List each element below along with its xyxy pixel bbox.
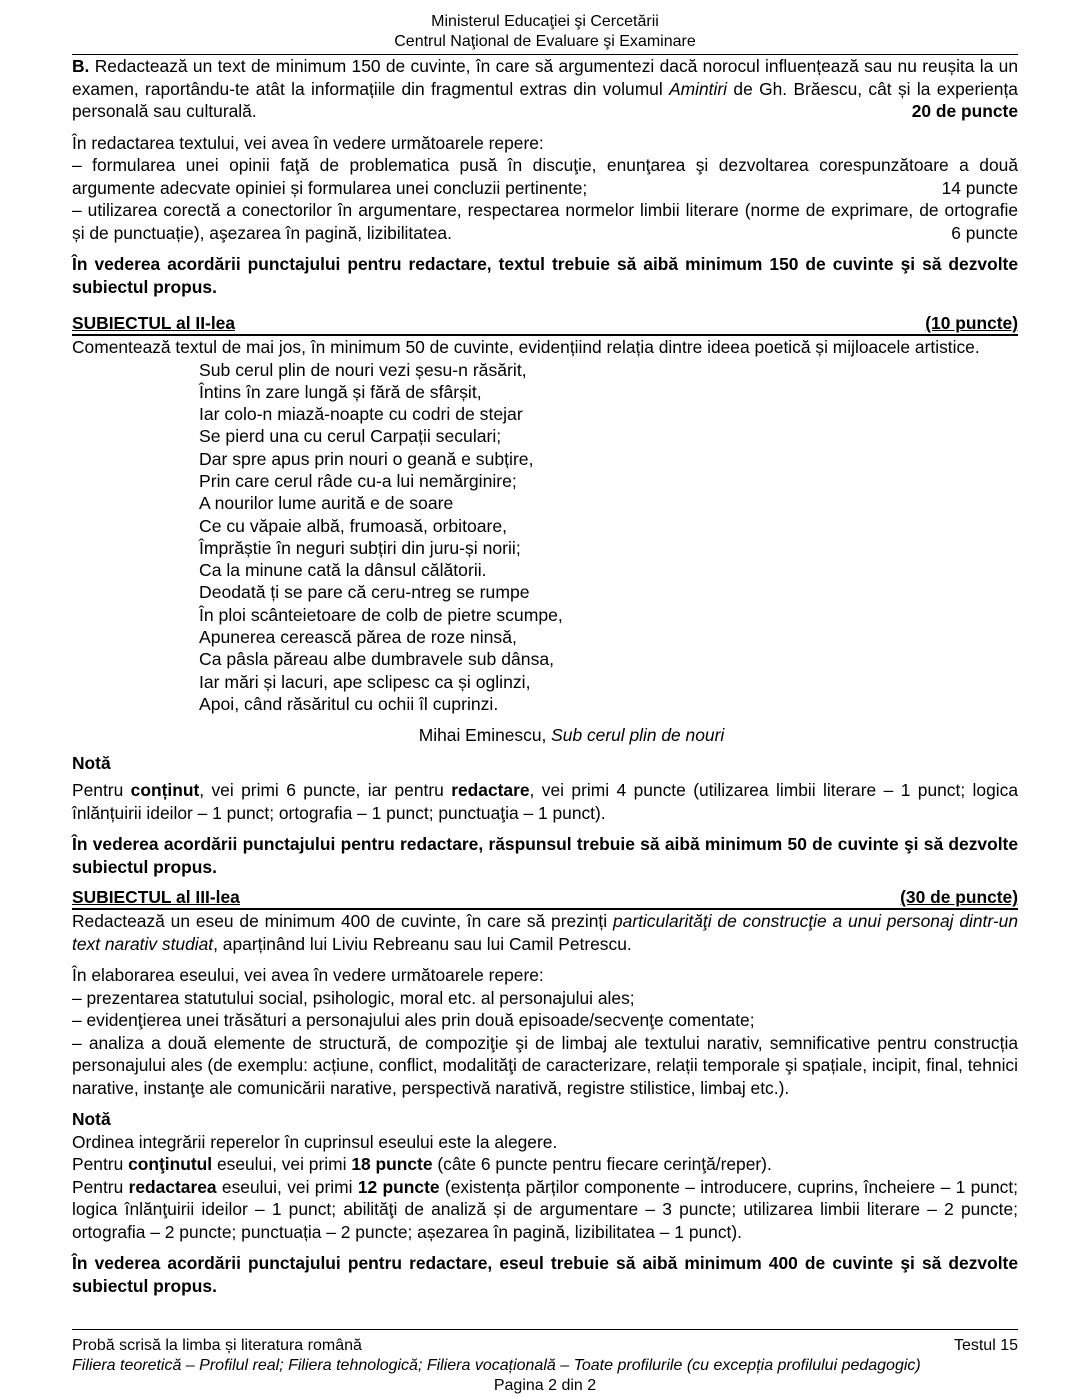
poem-line: Întins în zare lungă și fără de sfârșit, [199,381,482,402]
subject-3-item: – analiza a două elemente de structură, de compoziţie şi de limbaj ale textului narativ, semnificative pentru construcția personajului ales (de exemplu: acțiune, conflict, modalităţi de caracterizare, relații temporale şi spațiale, incipit, final, tehnici narative, instanţe ale comunicării narative, perspectivă narativă, registre stilistice, limbaj etc.). [72,1032,1018,1098]
poem [72,359,1018,716]
header-ministry: Ministerul Educaţiei şi Cercetării [431,13,659,30]
subject-3-note-label: Notă [72,1109,111,1130]
poem-attribution [72,724,1018,747]
page-header [72,0,1018,52]
section-b-item-1: – formularea unei opinii faţă de problematica pusă în discuţie, enunţarea şi dezvoltarea corespunzătoare a două argumente adecvate opiniei și formularea unei concluzii pertinente; [72,155,1018,198]
poem-line: Ce cu văpaie albă, frumoasă, orbitoare, [199,515,508,536]
poem-line: Ca la minune cată la dânsul călătorii. [199,560,487,581]
subject-2-task: Comentează textul de mai jos, în minimum 50 de cuvinte, evidențiind relația dintre ideea poetică și mijloacele artistice. [72,337,980,357]
subject-3-item: – prezentarea statutului social, psihologic, moral etc. al personajului ales; [72,987,635,1008]
subject-3-writing-points: Pentru redactarea eseului, vei primi 12 puncte (existența părților componente – introducere, cuprins, încheiere – 1 punct; logica înlănţuirii ideilor – 1 punct; abilităţi de analiză și de argumentare – 3 puncte; utilizarea limbii literare – 2 puncte; ortografia – 2 puncte; punctuația – 2 puncte; așezarea în pagină, lizibilitatea – 1 punct). [72,1176,1018,1242]
section-b-item-1-points: 14 puncte [941,177,1018,198]
subject-2-title: SUBIECTUL al II-lea [72,313,235,333]
poem-line: Prin care cerul râde cu-a lui nemărginire; [199,470,517,491]
poem-line: Ca pâsla păreau albe dumbravele sub dânsa, [199,649,555,670]
subject-2-note: Pentru conținut, vei primi 6 puncte, iar pentru redactare, vei primi 4 puncte (utilizarea limbii literare – 1 punct; logica înlănțuirii ideilor – 1 punct; ortografia – 1 punct; punctuaţia – 1 punct). [72,780,1018,823]
poem-line: A nourilor lume aurită e de soare [199,493,454,514]
poem-line: Împrăștie în neguri subțiri din juru-și norii; [199,537,521,558]
section-b-intro: În redactarea textului, vei avea în vedere următoarele repere: [72,132,544,153]
subject-2-note-label: Notă [72,752,111,773]
subject-2-heading [72,313,1018,336]
subject-3-intro: În elaborarea eseului, vei avea în vedere următoarele repere: [72,965,544,986]
book-title: Amintiri [669,78,728,99]
footer-test-number: Testul 15 [953,1337,1018,1354]
poem-line: În ploi scânteietoare de colb de pietre scumpe, [199,604,563,625]
poem-author: Mihai Eminescu, [418,725,552,746]
subject-2-points: (10 puncte) [925,313,1018,333]
exam-page [72,0,1018,1397]
section-b-label: B. [72,56,90,76]
section-b-item-2: – utilizarea corectă a conectorilor în argumentare, respectarea normelor limbii literare (norme de exprimare, de ortografie și de punctuație), aşezarea în pagină, lizibilitatea. [72,200,1018,243]
subject-3-heading [72,887,1018,910]
subject-2-note-bold: În vederea acordării punctajului pentru redactare, răspunsul trebuie să aibă minimum 50 de cuvinte şi să dezvolte subiectul propus. [72,834,1018,877]
poem-line: Iar colo-n miază-noapte cu codri de stejar [199,404,523,425]
subject-3-content-points: Pentru conţinutul eseului, vei primi 18 puncte (câte 6 puncte pentru fiecare cerinţă/reper). [72,1154,772,1175]
footer-exam-name: Probă scrisă la limba și literatura română [72,1337,362,1354]
subject-3-points: (30 de puncte) [900,887,1018,908]
poem-line: Deodată ți se pare că ceru-ntreg se rumpe [199,582,530,603]
section-b-item-2-points: 6 puncte [951,222,1018,243]
poem-line: Sub cerul plin de nouri vezi șesu-n răsărit, [199,359,527,380]
section-b-note: În vederea acordării punctajului pentru redactare, textul trebuie să aibă minimum 150 de cuvinte şi să dezvolte subiectul propus. [72,254,1018,297]
footer-filiera: Filiera teoretică – Profilul real; Filiera tehnologică; Filiera vocațională – Toate profilurile (cu excepția profilului pedagogic) [72,1357,921,1374]
page-footer [72,1329,1018,1396]
subject-3-task: Redactează un eseu de minimum 400 de cuvinte, în care să prezinți particularităţi de construcţie a unui personaj dintr-un text narativ studiat, aparținând lui Liviu Rebreanu sau lui Camil Petrescu. [72,911,1018,954]
poem-line: Dar spre apus prin nouri o geană e subțire, [199,448,534,469]
section-b-points: 20 de puncte [911,101,1018,121]
poem-line: Apoi, când răsăritul cu ochii îl cuprinzi. [199,693,499,714]
poem-title: Sub cerul plin de nouri [551,725,725,746]
subject-3-item: – evidenţierea unei trăsături a personajului ales prin două episoade/secvenţe comentate; [72,1010,755,1031]
section-b-task: B. Redactează un text de minimum 150 de cuvinte, în care să argumentezi dacă norocul influențează sau nu reușita la un examen, raportându-te atât la informațiile din fragmentul extras din volumul Amintiri de Gh. Brăescu, cât și la experiența personală sau culturală. [72,56,1018,121]
header-center: Centrul Naţional de Evaluare şi Examinare [394,33,696,50]
footer-page-number: Pagina 2 din 2 [493,1377,597,1394]
poem-line: Se pierd una cu cerul Carpații seculari; [199,426,502,447]
poem-line: Iar mări și lacuri, ape sclipesc ca și oglinzi, [199,671,531,692]
poem-line: Apunerea cerească părea de roze ninsă, [199,627,517,648]
subject-3-note-bold: În vederea acordării punctajului pentru redactare, eseul trebuie să aibă minimum 400 de cuvinte şi să dezvolte subiectul propus. [72,1253,1018,1296]
subject-3-order: Ordinea integrării reperelor în cuprinsul eseului este la alegere. [72,1131,558,1152]
subject-3-title: SUBIECTUL al III-lea [72,887,240,908]
